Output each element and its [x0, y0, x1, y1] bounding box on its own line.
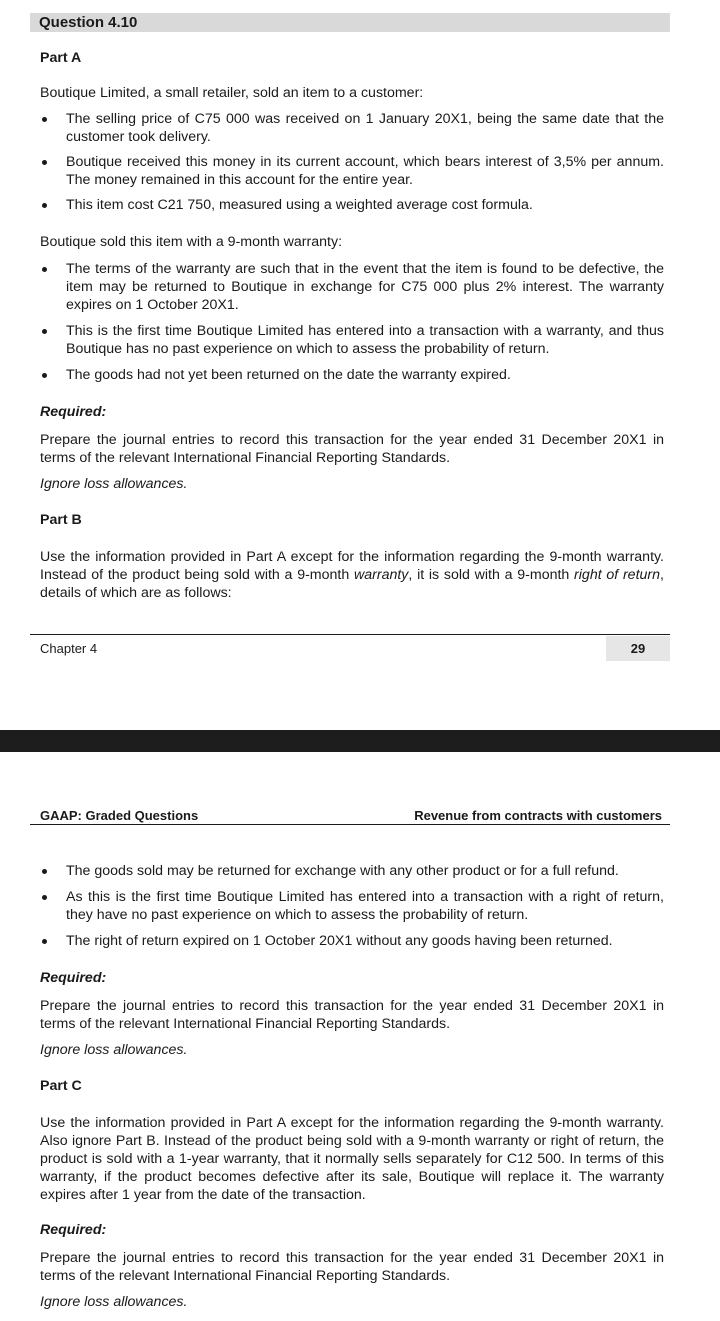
footer-divider	[30, 634, 670, 635]
part-c-text: Use the information provided in Part A except for the information regarding the 9-month warranty. Also ignore Part B. Instead of the product being sold with a 9-month warranty or right of return, the product is sold with a 1-year warranty, that it normally sells separately for C12 500. In terms of this warranty, if the product becomes defective after its sale, Boutique will replace it. The warranty expires after 1 year from the date of the transaction.	[40, 1115, 664, 1203]
part-b-intro-text-2: , it is sold with a 9-month	[408, 567, 575, 583]
part-b-ignore-note: Ignore loss allowances.	[40, 1042, 188, 1058]
part-b-emph-warranty: warranty	[353, 567, 409, 583]
question-title: Question 4.10	[30, 13, 670, 32]
list-item: The terms of the warranty are such that in the event that the item is found to be defective, the item may be returned to Boutique in exchange for C75 000 plus 2% interest. The warranty expires on 1 October 20X1.	[40, 260, 664, 314]
part-a-bullets-warranty	[40, 260, 664, 384]
part-b-intro	[40, 548, 664, 602]
part-a-warranty-intro: Boutique sold this item with a 9-month warranty:	[40, 234, 343, 250]
part-a-required-text: Prepare the journal entries to record this transaction for the year ended 31 December 20X1 in terms of the relevant International Financial Reporting Standards.	[40, 432, 664, 466]
part-b-title: Part B	[40, 512, 82, 528]
header-book-title: GAAP: Graded Questions	[40, 808, 199, 823]
part-b-emph-right-of-return: right of return	[574, 567, 661, 583]
part-b-required-text: Prepare the journal entries to record this transaction for the year ended 31 December 20X1 in terms of the relevant International Financial Reporting Standards.	[40, 998, 664, 1032]
part-b-intro-text-3: , details of which are as follows:	[40, 567, 664, 601]
part-b-bullets	[40, 862, 664, 950]
header-divider	[30, 824, 670, 825]
list-item: The goods had not yet been returned on the date the warranty expired.	[40, 366, 664, 384]
part-a-ignore-note: Ignore loss allowances.	[40, 476, 188, 492]
part-c-required-label: Required:	[40, 1222, 107, 1238]
part-c-ignore-note: Ignore loss allowances.	[40, 1294, 188, 1310]
header-chapter-title: Revenue from contracts with customers	[414, 808, 662, 823]
part-a-title: Part A	[40, 50, 82, 66]
list-item: This is the first time Boutique Limited has entered into a transaction with a warranty, and thus Boutique has no past experience on which to assess the probability of return.	[40, 322, 664, 358]
list-item: The goods sold may be returned for exchange with any other product or for a full refund.	[40, 862, 664, 880]
part-b-required-label: Required:	[40, 970, 107, 986]
part-c-title: Part C	[40, 1078, 82, 1094]
page-separator	[0, 730, 720, 752]
list-item: This item cost C21 750, measured using a weighted average cost formula.	[40, 196, 664, 214]
page-30	[0, 752, 720, 1321]
part-b-intro-text-1: Use the information provided in Part A except for the information regarding the 9-month warranty. Instead of the product being sold with a 9-month	[40, 549, 664, 583]
footer-page-number: 29	[606, 636, 670, 661]
list-item: The right of return expired on 1 October 20X1 without any goods having been returned.	[40, 932, 664, 950]
part-a-required-label: Required:	[40, 404, 107, 420]
list-item: The selling price of C75 000 was received on 1 January 20X1, being the same date that the customer took delivery.	[40, 110, 664, 146]
part-c-required-text: Prepare the journal entries to record this transaction for the year ended 31 December 20X1 in terms of the relevant International Financial Reporting Standards.	[40, 1250, 664, 1284]
part-a-bullets-sale	[40, 110, 664, 214]
list-item: Boutique received this money in its current account, which bears interest of 3,5% per annum. The money remained in this account for the entire year.	[40, 153, 664, 189]
footer-chapter: Chapter 4	[40, 641, 98, 656]
part-a-intro: Boutique Limited, a small retailer, sold an item to a customer:	[40, 85, 424, 101]
list-item: As this is the first time Boutique Limited has entered into a transaction with a right of return, they have no past experience on which to assess the probability of return.	[40, 888, 664, 924]
